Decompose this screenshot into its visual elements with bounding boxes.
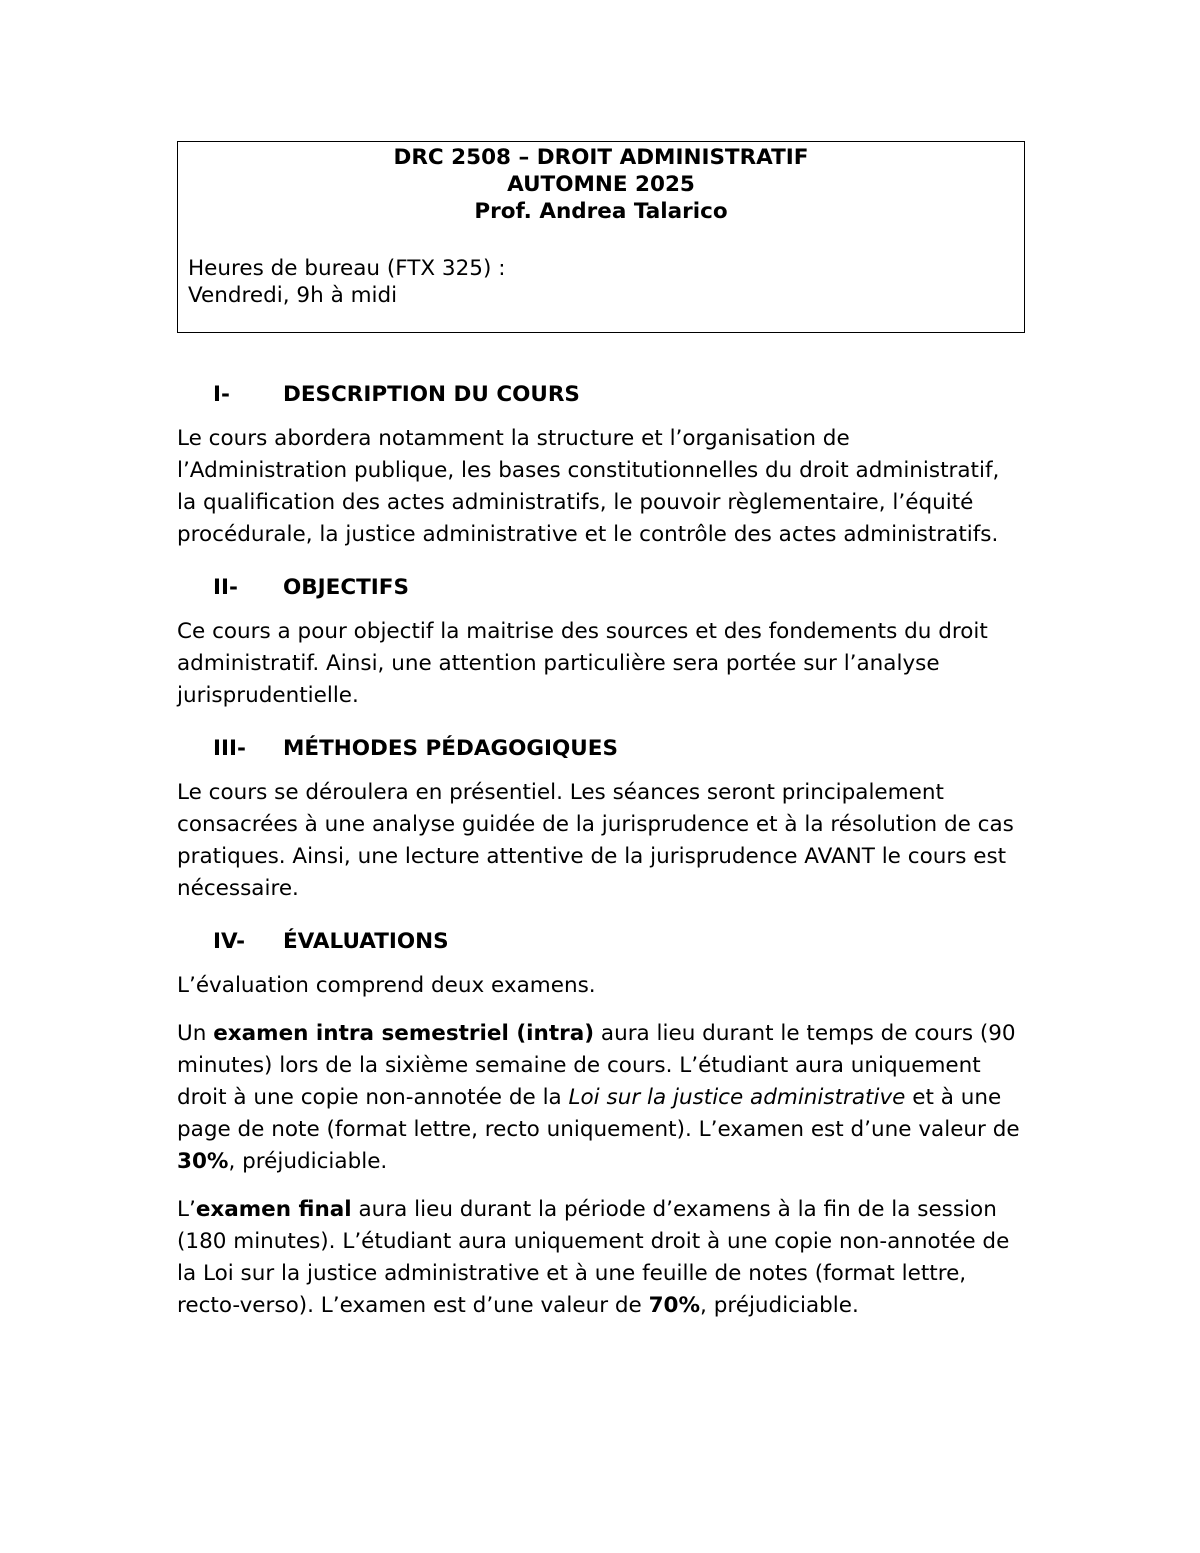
section-title: ÉVALUATIONS [283,929,449,954]
office-hours-value: Vendredi, 9h à midi [188,283,398,308]
final-weight: 70% [648,1293,701,1318]
section-number: I- [213,382,230,407]
section-heading-evaluations [177,926,1025,958]
course-term: AUTOMNE 2025 [507,172,695,197]
section-heading-objectifs [177,572,1025,604]
text-run: , préjudiciable. [700,1293,859,1318]
office-hours-label: Heures de bureau (FTX 325) : [188,256,506,281]
text-run: aura lieu durant la période d’examens à la fin de la session (180 minutes). L’étudiant aura uniquement droit à une copie non-annotée de la Loi sur la justice administrative et à une feuille de notes (format lettre, recto-verso). L’examen est d’une valeur de [177,1197,1010,1318]
final-exam-term: examen final [195,1197,352,1222]
section-heading-methodes [177,733,1025,765]
section-title: MÉTHODES PÉDAGOGIQUES [283,736,618,761]
final-exam-paragraph [177,1194,1025,1322]
description-paragraph: Le cours abordera notamment la structure et l’organisation de l’Administration publique, les bases constitutionnelles du droit administratif, la qualification des actes administratifs, le pouvoir règlementaire, l’équité procédurale, la justice administrative et le contrôle des actes administratifs. [177,426,1000,547]
text-run: , préjudiciable. [228,1149,388,1174]
intra-exam-paragraph [177,1018,1025,1178]
section-number: IV- [213,929,245,954]
section-heading-description [177,379,1025,411]
course-professor: Prof. Andrea Talarico [474,199,728,224]
intra-exam-term: examen intra semestriel (intra) [213,1021,595,1046]
document-page [177,141,1025,1322]
text-run: aura lieu durant le temps de cours (90 minutes) lors de la sixième semaine de cours. L’étudiant aura uniquement droit à une copie non-annotée de la [177,1021,1016,1110]
intra-weight: 30% [177,1149,229,1174]
section-number: III- [213,736,246,761]
law-title: Loi sur la justice administrative [568,1085,906,1110]
objectifs-paragraph: Ce cours a pour objectif la maitrise des sources et des fondements du droit administratif. Ainsi, une attention particulière sera portée sur l’analyse jurisprudentielle. [177,619,988,708]
office-hours [178,255,1024,309]
text-run: L’ [177,1197,196,1222]
course-title: DRC 2508 – DROIT ADMINISTRATIF [393,145,809,170]
text-run: Un [177,1021,214,1046]
methodes-paragraph: Le cours se déroulera en présentiel. Les séances seront principalement consacrées à une analyse guidée de la jurisprudence et à la résolution de cas pratiques. Ainsi, une lecture attentive de la jurisprudence AVANT le cours est nécessaire. [177,780,1014,901]
evaluations-intro: L’évaluation comprend deux examens. [177,973,596,998]
course-header-box [177,141,1025,333]
section-title: DESCRIPTION DU COURS [283,382,580,407]
section-number: II- [213,575,238,600]
text-run: et à une page de note (format lettre, recto uniquement). L’examen est d’une valeur de [177,1085,1020,1142]
section-title: OBJECTIFS [283,575,409,600]
